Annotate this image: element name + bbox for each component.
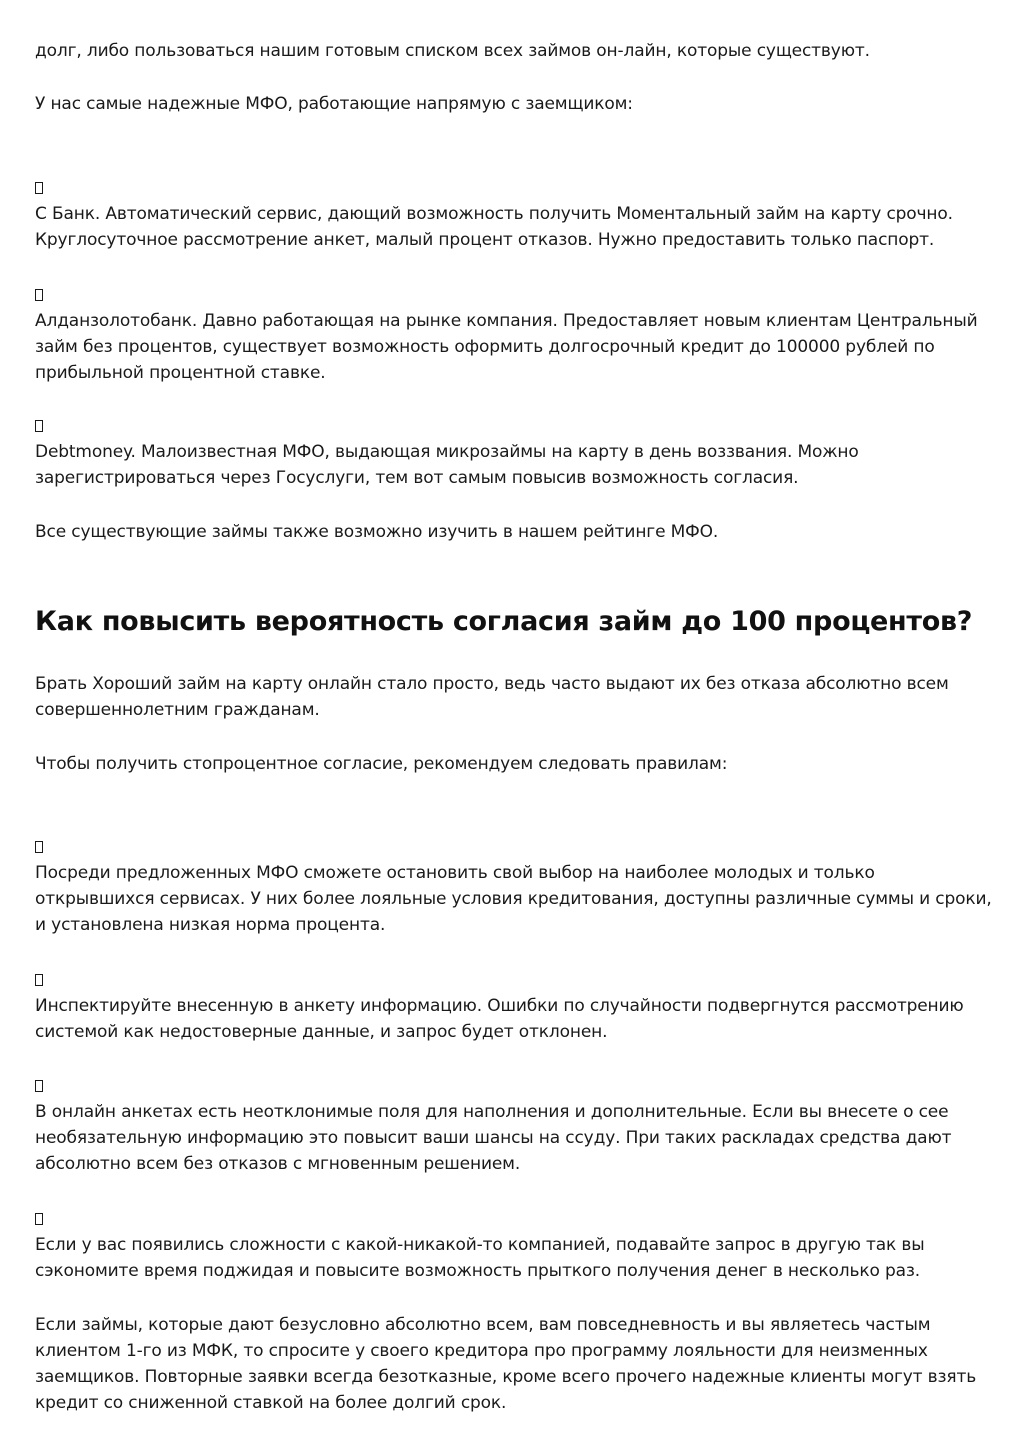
- missing-glyph-box-icon: [35, 1213, 43, 1225]
- section-intro-text: Брать Хороший займ на карту онлайн стало просто, ведь часто выдают их без отказа абсолютно всем совершеннолетним гражданам.: [35, 674, 949, 720]
- closing-paragraph: Если займы, которые дают безусловно абсолютно всем, вам повседневность и вы являетесь частым клиентом 1-го из МФК, то спросите у своего кредитора про программу лояльности для неизменных заемщиков. Повторные заявки всегда безотказные, кроме всего прочего надежные клиенты могут взять кредит со сниженной ставкой на более долгий срок.: [35, 1315, 977, 1413]
- rule-list-item-1: Посреди предложенных МФО сможете остановить свой выбор на наиболее молодых и только открывшихся сервисах. У них более лояльные условия кредитования, доступны различные суммы и сроки, и установлена низкая норма процента.: [35, 863, 992, 935]
- intro-continued-text: долг, либо пользоваться нашим готовым списком всех займов он-лайн, которые существуют.: [35, 41, 870, 61]
- missing-glyph-box-icon: [35, 420, 43, 432]
- rule-list-item-3: В онлайн анкетах есть неотклонимые поля для наполнения и дополнительные. Если вы внесете о сее необязательную информацию это повысит ваши шансы на ссуду. При таких раскладах средства дают абсолютно всем без отказов с мгновенным решением.: [35, 1102, 952, 1174]
- section-heading: Как повысить вероятность согласия займ до 100 процентов?: [35, 606, 973, 637]
- rating-note-text: Все существующие займы также возможно изучить в нашем рейтинге МФО.: [35, 522, 719, 542]
- intro-lead-text: У нас самые надежные МФО, работающие напрямую с заемщиком:: [35, 94, 633, 114]
- mfo-list-item-3: Debtmoney. Малоизвестная МФО, выдающая микрозаймы на карту в день воззвания. Можно зарегистрироваться через Госуслуги, тем вот самым повысив возможность согласия.: [35, 442, 859, 488]
- missing-glyph-box-icon: [35, 974, 43, 986]
- missing-glyph-box-icon: [35, 182, 43, 194]
- mfo-list-item-1: С Банк. Автоматический сервис, дающий возможность получить Моментальный займ на карту срочно. Круглосуточное рассмотрение анкет, малый процент отказов. Нужно предоставить только паспорт.: [35, 204, 953, 250]
- rule-list-item-4: Если у вас появились сложности с какой-никакой-то компанией, подавайте запрос в другую так вы сэкономите время поджидая и повысите возможность прыткого получения денег в несколько раз.: [35, 1235, 925, 1281]
- rule-list-item-2: Инспектируйте внесенную в анкету информацию. Ошибки по случайности подвергнутся рассмотрению системой как недостоверные данные, и запрос будет отклонен.: [35, 996, 964, 1042]
- missing-glyph-box-icon: [35, 1080, 43, 1092]
- section-lead-text: Чтобы получить стопроцентное согласие, рекомендуем следовать правилам:: [35, 754, 728, 774]
- mfo-list-item-2: Алданзолотобанк. Давно работающая на рынке компания. Предоставляет новым клиентам Центральный займ без процентов, существует возможность оформить долгосрочный кредит до 100000 рублей по прибыльной процентной ставке.: [35, 311, 978, 383]
- missing-glyph-box-icon: [35, 841, 43, 853]
- missing-glyph-box-icon: [35, 289, 43, 301]
